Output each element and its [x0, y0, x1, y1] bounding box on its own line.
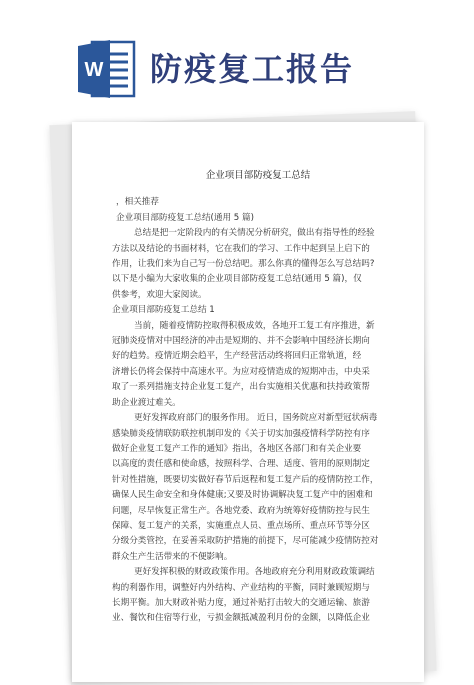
document-line: 更好发挥积极的财政政策作用。各地政府充分利用财政政策调结	[134, 567, 375, 578]
document-line: 构的利器作用，调整好内外结构、产业结构的平衡，同时兼顾短期与	[112, 582, 370, 593]
document-line: 针对性措施，既要切实做好春节后返程和复工复产后的疫情防控工作，	[112, 474, 379, 485]
document-line: 分级分类管控，在妥善采取防护措施的前提下，尽可能减少疫情防控对	[112, 536, 379, 547]
banner-title: 防疫复工报告	[150, 50, 355, 88]
document-line: ，相关推荐	[116, 197, 159, 208]
word-icon-letter: W	[84, 59, 104, 81]
document-line: 助企业渡过难关。	[112, 397, 181, 408]
document-line: 长期平衡。加大财政补贴力度，通过补贴打击较大的交通运输、旅游	[112, 597, 370, 608]
document-line: 企业项目部防疫复工总结(通用 5 篇)	[116, 212, 254, 223]
document-line: 总结是把一定阶段内的有关情况分析研究，做出有指导性的经验	[134, 228, 375, 239]
word-document-icon	[78, 38, 136, 100]
document-line: 供参考，欢迎大家阅读。	[112, 289, 207, 300]
document-line: 好的趋势。疫情近期会趋平，生产经营活动终将回归正常轨道，经	[112, 351, 362, 362]
document-line: 感染肺炎疫情联防联控机制印发的《关于切实加强疫情科学防控有序	[112, 428, 370, 439]
banner	[0, 0, 474, 130]
document-line: 更好发挥政府部门的服务作用。 近日，国务院应对新型冠状病毒	[134, 413, 378, 424]
document-line: 以下是小编为大家收集的企业项目部防疫复工总结(通用 5 篇)，仅	[112, 274, 362, 285]
document-line: 群众生产生活带来的不便影响。	[112, 551, 233, 562]
document-line: 业、餐饮和住宿等行业，亏损金额抵减盈利月份的金额，以降低企业	[112, 613, 370, 624]
document-line: 作用，让我们来为自己写一份总结吧。那么你真的懂得怎么写总结吗?	[112, 259, 375, 270]
document-line: 冠肺炎疫情对中国经济的冲击是短期的、并不会影响中国经济长期向	[112, 336, 370, 347]
document-line: 方法以及结论的书面材料，它在我们的学习、工作中起到呈上启下的	[112, 243, 370, 254]
document-line: 济增长仍将会保持中高速水平。为应对疫情造成的短期冲击，中央采	[112, 366, 370, 377]
document-title: 企业项目部防疫复工总结	[205, 170, 311, 181]
document-body	[112, 168, 404, 627]
document-line: 保障、复工复产的关系，实施重点人员、重点场所、重点环节等分区	[112, 520, 370, 531]
document-line: 确保人民生命安全和身体健康;又要及时协调解决复工复产中的困难和	[112, 490, 373, 501]
document-line: 问题，尽早恢复正常生产。各地党委、政府为统筹好疫情防控与民生	[112, 505, 370, 516]
document-line: 取了一系列措施支持企业复工复产，出台实施相关优惠和扶持政策帮	[112, 382, 370, 393]
document-line: 当前，随着疫情防控取得积极成效，各地开工复工有序推进，新	[134, 320, 375, 331]
document-line: 企业项目部防疫复工总结 1	[112, 305, 215, 316]
document-lines	[112, 195, 404, 626]
document-line: 做好企业复工复产工作的通知》指出，各地区各部门和有关企业要	[112, 443, 362, 454]
document-line: 以高度的责任感和使命感，按照科学、合理、适度、管用的原则制定	[112, 459, 370, 470]
